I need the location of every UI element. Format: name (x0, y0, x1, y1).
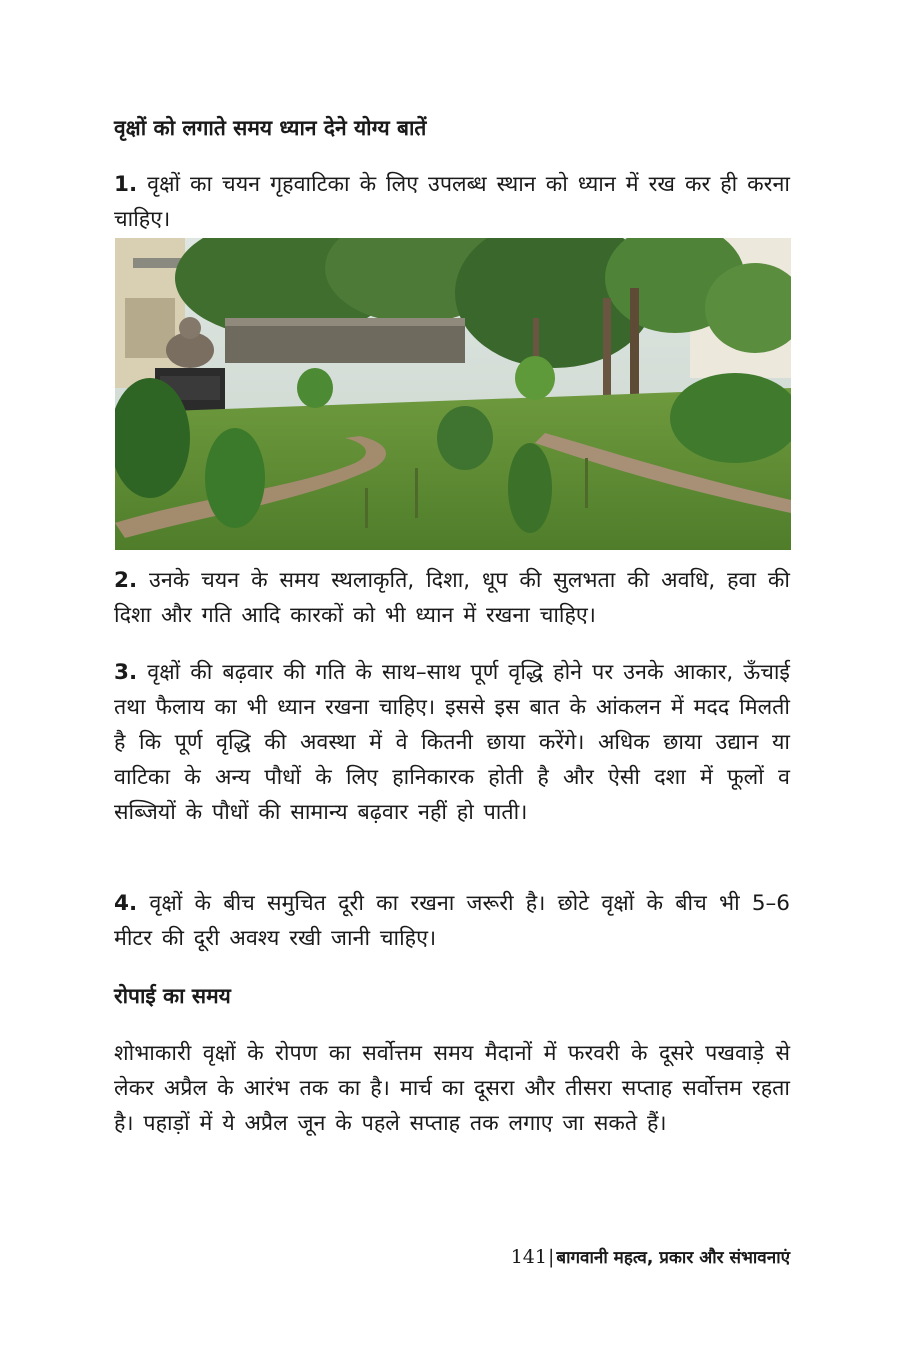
point-text: वृक्षों का चयन गृहवाटिका के लिए उपलब्ध स्थान को ध्यान में रख कर ही करना चाहिए। (114, 172, 790, 232)
section-heading: वृक्षों को लगाते समय ध्यान देने योग्य बातें (114, 116, 427, 140)
point-number: 4. (114, 891, 138, 916)
point-2 (114, 563, 790, 633)
planting-time-paragraph: शोभाकारी वृक्षों के रोपण का सर्वोत्तम समय मैदानों में फरवरी के दूसरे पखवाड़े से लेकर अप्रैल के आरंभ तक का है। मार्च का दूसरा और तीसरा सप्ताह सर्वोत्तम रहता है। पहाड़ों में ये अप्रैल जून के पहले सप्ताह तक लगाए जा सकते हैं। (114, 1041, 790, 1136)
point-4 (114, 886, 790, 956)
page-number: 141 (510, 1246, 547, 1268)
point-text: उनके चयन के समय स्थलाकृति, दिशा, धूप की सुलभता की अवधि, हवा की दिशा और गति आदि कारकों को भी ध्यान में रखना चाहिए। (114, 568, 790, 628)
book-title: बागवानी महत्व, प्रकार और संभावनाएं (556, 1248, 790, 1268)
point-number: 1. (114, 172, 138, 197)
section-heading-planting-time: रोपाई का समय (114, 984, 231, 1008)
point-1 (114, 167, 790, 237)
point-text: वृक्षों के बीच समुचित दूरी का रखना जरूरी है। छोटे वृक्षों के बीच भी 5–6 मीटर की दूरी अवश्य रखी जानी चाहिए। (114, 891, 790, 951)
footer-separator: | (547, 1246, 555, 1268)
garden-photo (115, 238, 791, 550)
point-number: 3. (114, 660, 138, 685)
point-3 (114, 655, 790, 830)
point-text: वृक्षों की बढ़वार की गति के साथ–साथ पूर्ण वृद्धि होने पर उनके आकार, ऊँचाई तथा फैलाय का भी ध्यान रखना चाहिए। इससे इस बात के आंकलन में मदद मिलती है कि पूर्ण वृद्धि की अवस्था में वे कितनी छाया करेंगे। अधिक छाया उद्यान या वाटिका के अन्य पौधों के लिए हानिकारक होती है और ऐसी दशा में फूलों व सब्जियों के पौधों की सामान्य बढ़वार नहीं हो पाती। (114, 660, 790, 825)
point-number: 2. (114, 568, 138, 593)
page-footer (511, 1245, 790, 1268)
